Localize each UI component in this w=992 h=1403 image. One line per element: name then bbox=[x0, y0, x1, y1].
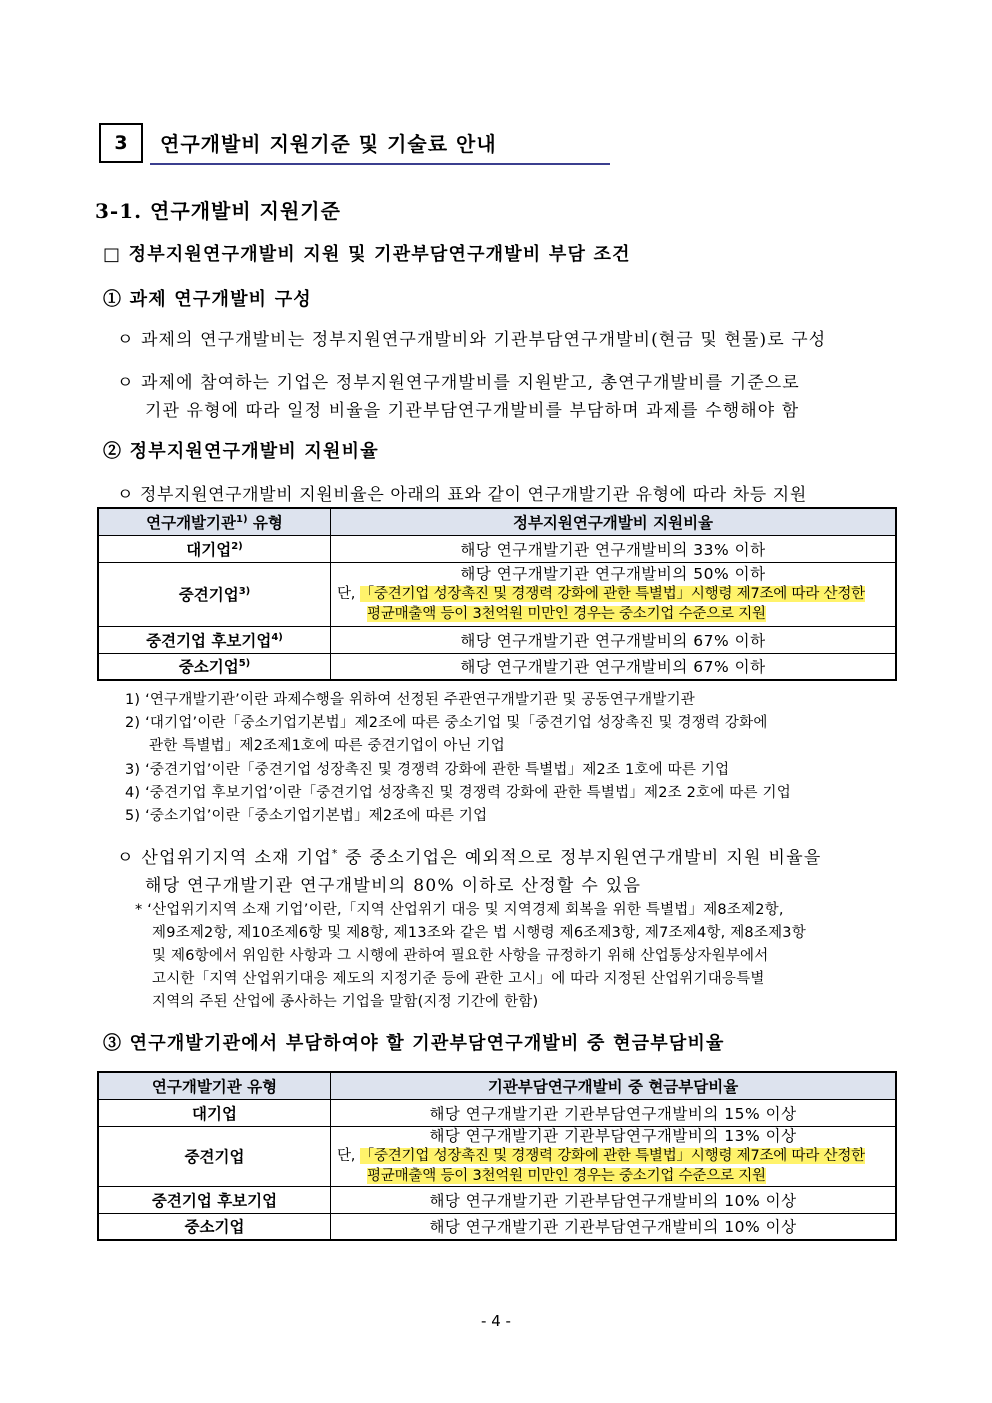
row-note-line1: 단, 「중견기업 성장촉진 및 경쟁력 강화에 관한 특별법」시행령 제7조에 따라 산정한 bbox=[337, 1147, 865, 1164]
footnote-4: 4) ‘중견기업 후보기업’이란「중견기업 성장촉진 및 경쟁력 강화에 관한 특별법」제2조 2호에 따른 기업 bbox=[125, 785, 791, 801]
item2-bullet2-line1: ㅇ 산업위기지역 소재 기업* 중 중소기업은 예외적으로 정부지원연구개발비 지원 비율을 bbox=[117, 848, 822, 868]
star-note-4: 고시한「지역 산업위기대응 제도의 지정기준 등에 관한 고시」에 따라 지정된 산업위기대응특별 bbox=[152, 971, 765, 987]
row-value: 해당 연구개발기관 연구개발비의 67% 이하 bbox=[331, 653, 897, 680]
box-heading: □ 정부지원연구개발비 지원 및 기관부담연구개발비 부담 조건 bbox=[103, 244, 631, 265]
row-value: 해당 연구개발기관 기관부담연구개발비의 15% 이상 bbox=[331, 1099, 897, 1126]
row-kind: 중견기업 bbox=[98, 1126, 331, 1186]
section-underline bbox=[150, 163, 610, 165]
item1-bullet2-line1: ㅇ 과제에 참여하는 기업은 정부지원연구개발비를 지원받고, 총연구개발비를 기준으로 bbox=[117, 373, 800, 393]
item1-title: ① 과제 연구개발비 구성 bbox=[103, 289, 312, 310]
footnote-3: 3) ‘중견기업’이란「중견기업 성장촉진 및 경쟁력 강화에 관한 특별법」제2조 1호에 따른 기업 bbox=[125, 762, 730, 778]
row-kind: 중소기업$^{5)}$ bbox=[98, 653, 331, 680]
star-note-3: 및 제6항에서 위임한 사항과 그 시행에 관하여 필요한 사항을 규정하기 위해 산업통상자원부에서 bbox=[152, 948, 769, 964]
header-org-type: 연구개발기관 유형 bbox=[98, 1072, 331, 1099]
star-note-5: 지역의 주된 산업에 종사하는 기업을 말함(지정 기간에 한함) bbox=[152, 994, 539, 1010]
section-title: 연구개발비 지원기준 및 기술료 안내 bbox=[160, 132, 497, 156]
header-org-type: 연구개발기관$^{1)}$ 유형 bbox=[98, 508, 331, 535]
row-value-with-note bbox=[331, 1126, 897, 1186]
row-kind: 중소기업 bbox=[98, 1213, 331, 1240]
section-number: 3 bbox=[114, 132, 128, 154]
cash-ratio-table bbox=[97, 1071, 897, 1241]
footnote-1: 1) ‘연구개발기관’이란 과제수행을 위하여 선정된 주관연구개발기관 및 공동연구개발기관 bbox=[125, 692, 696, 708]
item2-title: ② 정부지원연구개발비 지원비율 bbox=[103, 441, 379, 462]
row-value: 해당 연구개발기관 기관부담연구개발비의 10% 이상 bbox=[331, 1186, 897, 1213]
row-note-line2: 평균매출액 등이 3천억원 미만인 경우는 중소기업 수준으로 지원 bbox=[367, 606, 766, 622]
item3-title: ③ 연구개발기관에서 부담하여야 할 기관부담연구개발비 중 현금부담비율 bbox=[103, 1033, 725, 1054]
table-row bbox=[98, 626, 896, 653]
item1-bullet2-line2: 기관 유형에 따라 일정 비율을 기관부담연구개발비를 부담하며 과제를 수행해야 함 bbox=[145, 401, 800, 421]
header-cash-ratio: 기관부담연구개발비 중 현금부담비율 bbox=[331, 1072, 897, 1099]
table-header-row bbox=[98, 1072, 896, 1099]
page-number: - 4 - bbox=[481, 1312, 511, 1330]
row-value: 해당 연구개발기관 연구개발비의 33% 이하 bbox=[331, 535, 897, 562]
table-row bbox=[98, 1213, 896, 1240]
row-note-line1: 단, 「중견기업 성장촉진 및 경쟁력 강화에 관한 특별법」시행령 제7조에 따라 산정한 bbox=[337, 586, 865, 602]
item2-bullet2-line2: 해당 연구개발기관 연구개발비의 80% 이하로 산정할 수 있음 bbox=[145, 876, 642, 896]
star-note-2: 제9조제2항, 제10조제6항 및 제8항, 제13조와 같은 법 시행령 제6조제3항, 제7조제4항, 제8조제3항 bbox=[152, 925, 806, 941]
section-number-box bbox=[99, 123, 143, 163]
table-row bbox=[98, 1126, 896, 1186]
row-kind: 대기업 bbox=[98, 1099, 331, 1126]
row-kind: 대기업$^{2)}$ bbox=[98, 535, 331, 562]
table-row bbox=[98, 1186, 896, 1213]
table-header-row bbox=[98, 508, 896, 535]
row-value: 해당 연구개발기관 기관부담연구개발비의 10% 이상 bbox=[331, 1213, 897, 1240]
row-value: 해당 연구개발기관 기관부담연구개발비의 13% 이상 bbox=[429, 1126, 797, 1145]
support-ratio-table bbox=[97, 507, 897, 681]
footnote-2-cont: 관한 특별법」제2조제1호에 따른 중견기업이 아닌 기업 bbox=[149, 738, 505, 754]
row-kind: 중견기업 후보기업 bbox=[98, 1186, 331, 1213]
header-support-ratio: 정부지원연구개발비 지원비율 bbox=[331, 508, 897, 535]
footnote-2: 2) ‘대기업’이란「중소기업기본법」제2조에 따른 중소기업 및「중견기업 성장촉진 및 경쟁력 강화에 bbox=[125, 715, 768, 731]
table-row bbox=[98, 562, 896, 626]
row-note-line2: 평균매출액 등이 3천억원 미만인 경우는 중소기업 수준으로 지원 bbox=[367, 1167, 766, 1184]
row-value-with-note bbox=[331, 562, 897, 626]
row-kind: 중견기업$^{3)}$ bbox=[98, 562, 331, 626]
table-row bbox=[98, 653, 896, 680]
star-note-1: * ‘산업위기지역 소재 기업’이란,「지역 산업위기 대응 및 지역경제 회복을 위한 특별법」제8조제2항, bbox=[135, 902, 784, 918]
table-row bbox=[98, 1099, 896, 1126]
table-row bbox=[98, 535, 896, 562]
item2-bullet1: ㅇ 정부지원연구개발비 지원비율은 아래의 표와 같이 연구개발기관 유형에 따라 차등 지원 bbox=[117, 485, 807, 505]
subsection-title: 3-1. 연구개발비 지원기준 bbox=[95, 199, 341, 223]
footnote-5: 5) ‘중소기업’이란「중소기업기본법」제2조에 따른 기업 bbox=[125, 808, 488, 824]
row-value: 해당 연구개발기관 연구개발비의 67% 이하 bbox=[331, 626, 897, 653]
row-value: 해당 연구개발기관 연구개발비의 50% 이하 bbox=[460, 565, 766, 583]
item1-bullet1: ㅇ 과제의 연구개발비는 정부지원연구개발비와 기관부담연구개발비(현금 및 현물)로 구성 bbox=[117, 330, 827, 350]
row-kind: 중견기업 후보기업$^{4)}$ bbox=[98, 626, 331, 653]
